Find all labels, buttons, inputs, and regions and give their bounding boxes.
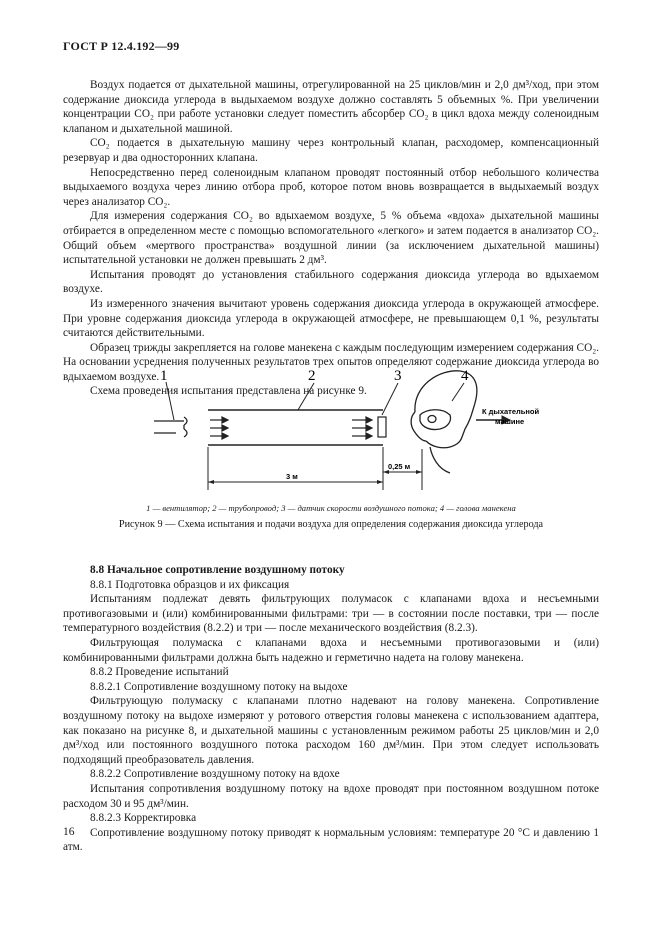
mannequin-head-icon — [411, 371, 477, 473]
label-head: 4 — [461, 368, 469, 384]
figure-legend: 1 — вентилятор; 2 — трубопровод; 3 — датчик скорости воздушного потока; 4 — голова манекена — [146, 503, 516, 513]
label-sensor: 3 — [394, 368, 402, 384]
paragraph: Схема проведения испытания представлена на рисунке 9. — [90, 385, 367, 398]
arrow-label-line1: К дыхательной — [482, 407, 540, 416]
subsection-heading: 8.8.2.1 Сопротивление воздушному потоку на выдохе — [90, 680, 348, 693]
subsection-heading: 8.8.2 Проведение испытаний — [90, 666, 229, 679]
body-text-top — [63, 78, 599, 399]
subsection-heading: 8.8.1 Подготовка образцов и их фиксация — [90, 578, 290, 591]
test-setup-diagram — [130, 365, 550, 500]
fan-icon — [154, 417, 187, 437]
paragraph: Испытания проводят до установления стабильного содержания диоксида углерода во вдыхаемом воздухе. — [63, 268, 599, 296]
airflow-arrows-outlet — [352, 417, 372, 439]
page-number: 16 — [63, 826, 75, 838]
document-code-header: ГОСТ Р 12.4.192—99 — [63, 39, 180, 53]
paragraph: Испытаниям подлежат девять фильтрующих полумасок с клапанами вдоха и несъемными противогазовыми и (или) комбинированными фильтрами: три — в состоянии после поставки, три — после температурного воздействия (8.2.2) и три — после механического воздействия (8.2.3). — [63, 593, 599, 635]
paragraph: Сопротивление воздушному потоку приводят к нормальным условиям: температуре 20 °С и давлению 1 атм. — [63, 826, 599, 854]
paragraph: CO₂ подается в дыхательную машину через контрольный клапан, расходомер, компенсационный резервуар и два односторонних клапана. — [63, 137, 599, 164]
dimension-pipe-length: 3 м — [286, 472, 298, 481]
airflow-arrows-inlet — [210, 417, 228, 439]
paragraph: Фильтрующая полумаска с клапанами вдоха и несъемными противогазовыми и (или) комбинированными фильтрами должна быть надежно и герметично надета на голову манекена. — [63, 636, 599, 664]
paragraph: Из измеренного значения вычитают уровень содержания диоксида углерода в окружающей атмосфере. При уровне содержания диоксида углерода в окружающей атмосфере, не превышающем 0,1 %, результаты считаются действительными. — [63, 297, 599, 340]
paragraph: Образец трижды закрепляется на голове манекена с каждым последующим измерением содержания CO₂. На основании усреднения полученных результатов трех опытов определяют содержание диоксида углерода во вдыхаемом воздухе. — [63, 341, 599, 383]
label-pipe: 2 — [308, 368, 316, 384]
paragraph: Для измерения содержания CO₂ во вдыхаемом воздухе, 5 % объема «вдоха» дыхательной машины отбирается в определенном месте с помощью вспомогательного «легкого» и затем подается в анализатор CO₂. Общий объем «мертвого пространства» воздушной линии (за исключением дыхательной машины) испытательной установки не должен превышать 2 дм³. — [63, 210, 599, 267]
flow-sensor-icon — [378, 417, 386, 437]
figure-caption: Рисунок 9 — Схема испытания и подачи воздуха для определения содержания диоксида углерода — [118, 519, 544, 530]
paragraph: Фильтрующую полумаску с клапанами плотно надевают на голову манекена. Сопротивление воздушному потоку на выдохе измеряют у ротового отверстия головы манекена с использованием адаптера, как показано на рисунке 8, и дыхательной машины с установленным режимом работы 25 циклов/мин и 2,0 дм³/ход или постоянного воздушного потока расходом 160 дм³/мин. При этом следует использовать подходящий преобразователь давления. — [63, 695, 599, 766]
section-heading: 8.8 Начальное сопротивление воздушному потоку — [90, 564, 345, 576]
paragraph: Непосредственно перед соленоидным клапаном проводят постоянный отбор небольшого количества выдыхаемого воздуха через линию отбора проб, которое потом вновь возвращается в выдыхаемый воздух через анализатор CO₂. — [63, 166, 599, 208]
subsection-heading: 8.8.2.2 Сопротивление воздушному потоку на вдохе — [90, 768, 340, 781]
paragraph: Испытания сопротивления воздушному потоку на вдохе проводят при постоянном воздушном потоке расходом 30 и 95 дм³/мин. — [63, 782, 599, 810]
dimension-sensor-distance: 0,25 м — [388, 462, 411, 471]
arrow-label-line2: машине — [495, 417, 525, 426]
label-fan: 1 — [160, 368, 168, 384]
body-text-bottom — [63, 563, 599, 855]
paragraph: Воздух подается от дыхательной машины, отрегулированной на 25 циклов/мин и 2,0 дм³/ход, при этом содержание диоксида углерода в выдыхаемом воздухе должно составлять 5 объемных %. При увеличении концентрации CO₂ при работе установки следует поместить абсорбер CO₂ в цикл вдоха между соленоидным клапаном и дыхательной машиной. — [63, 79, 599, 135]
subsection-heading: 8.8.2.3 Корректировка — [90, 812, 197, 825]
